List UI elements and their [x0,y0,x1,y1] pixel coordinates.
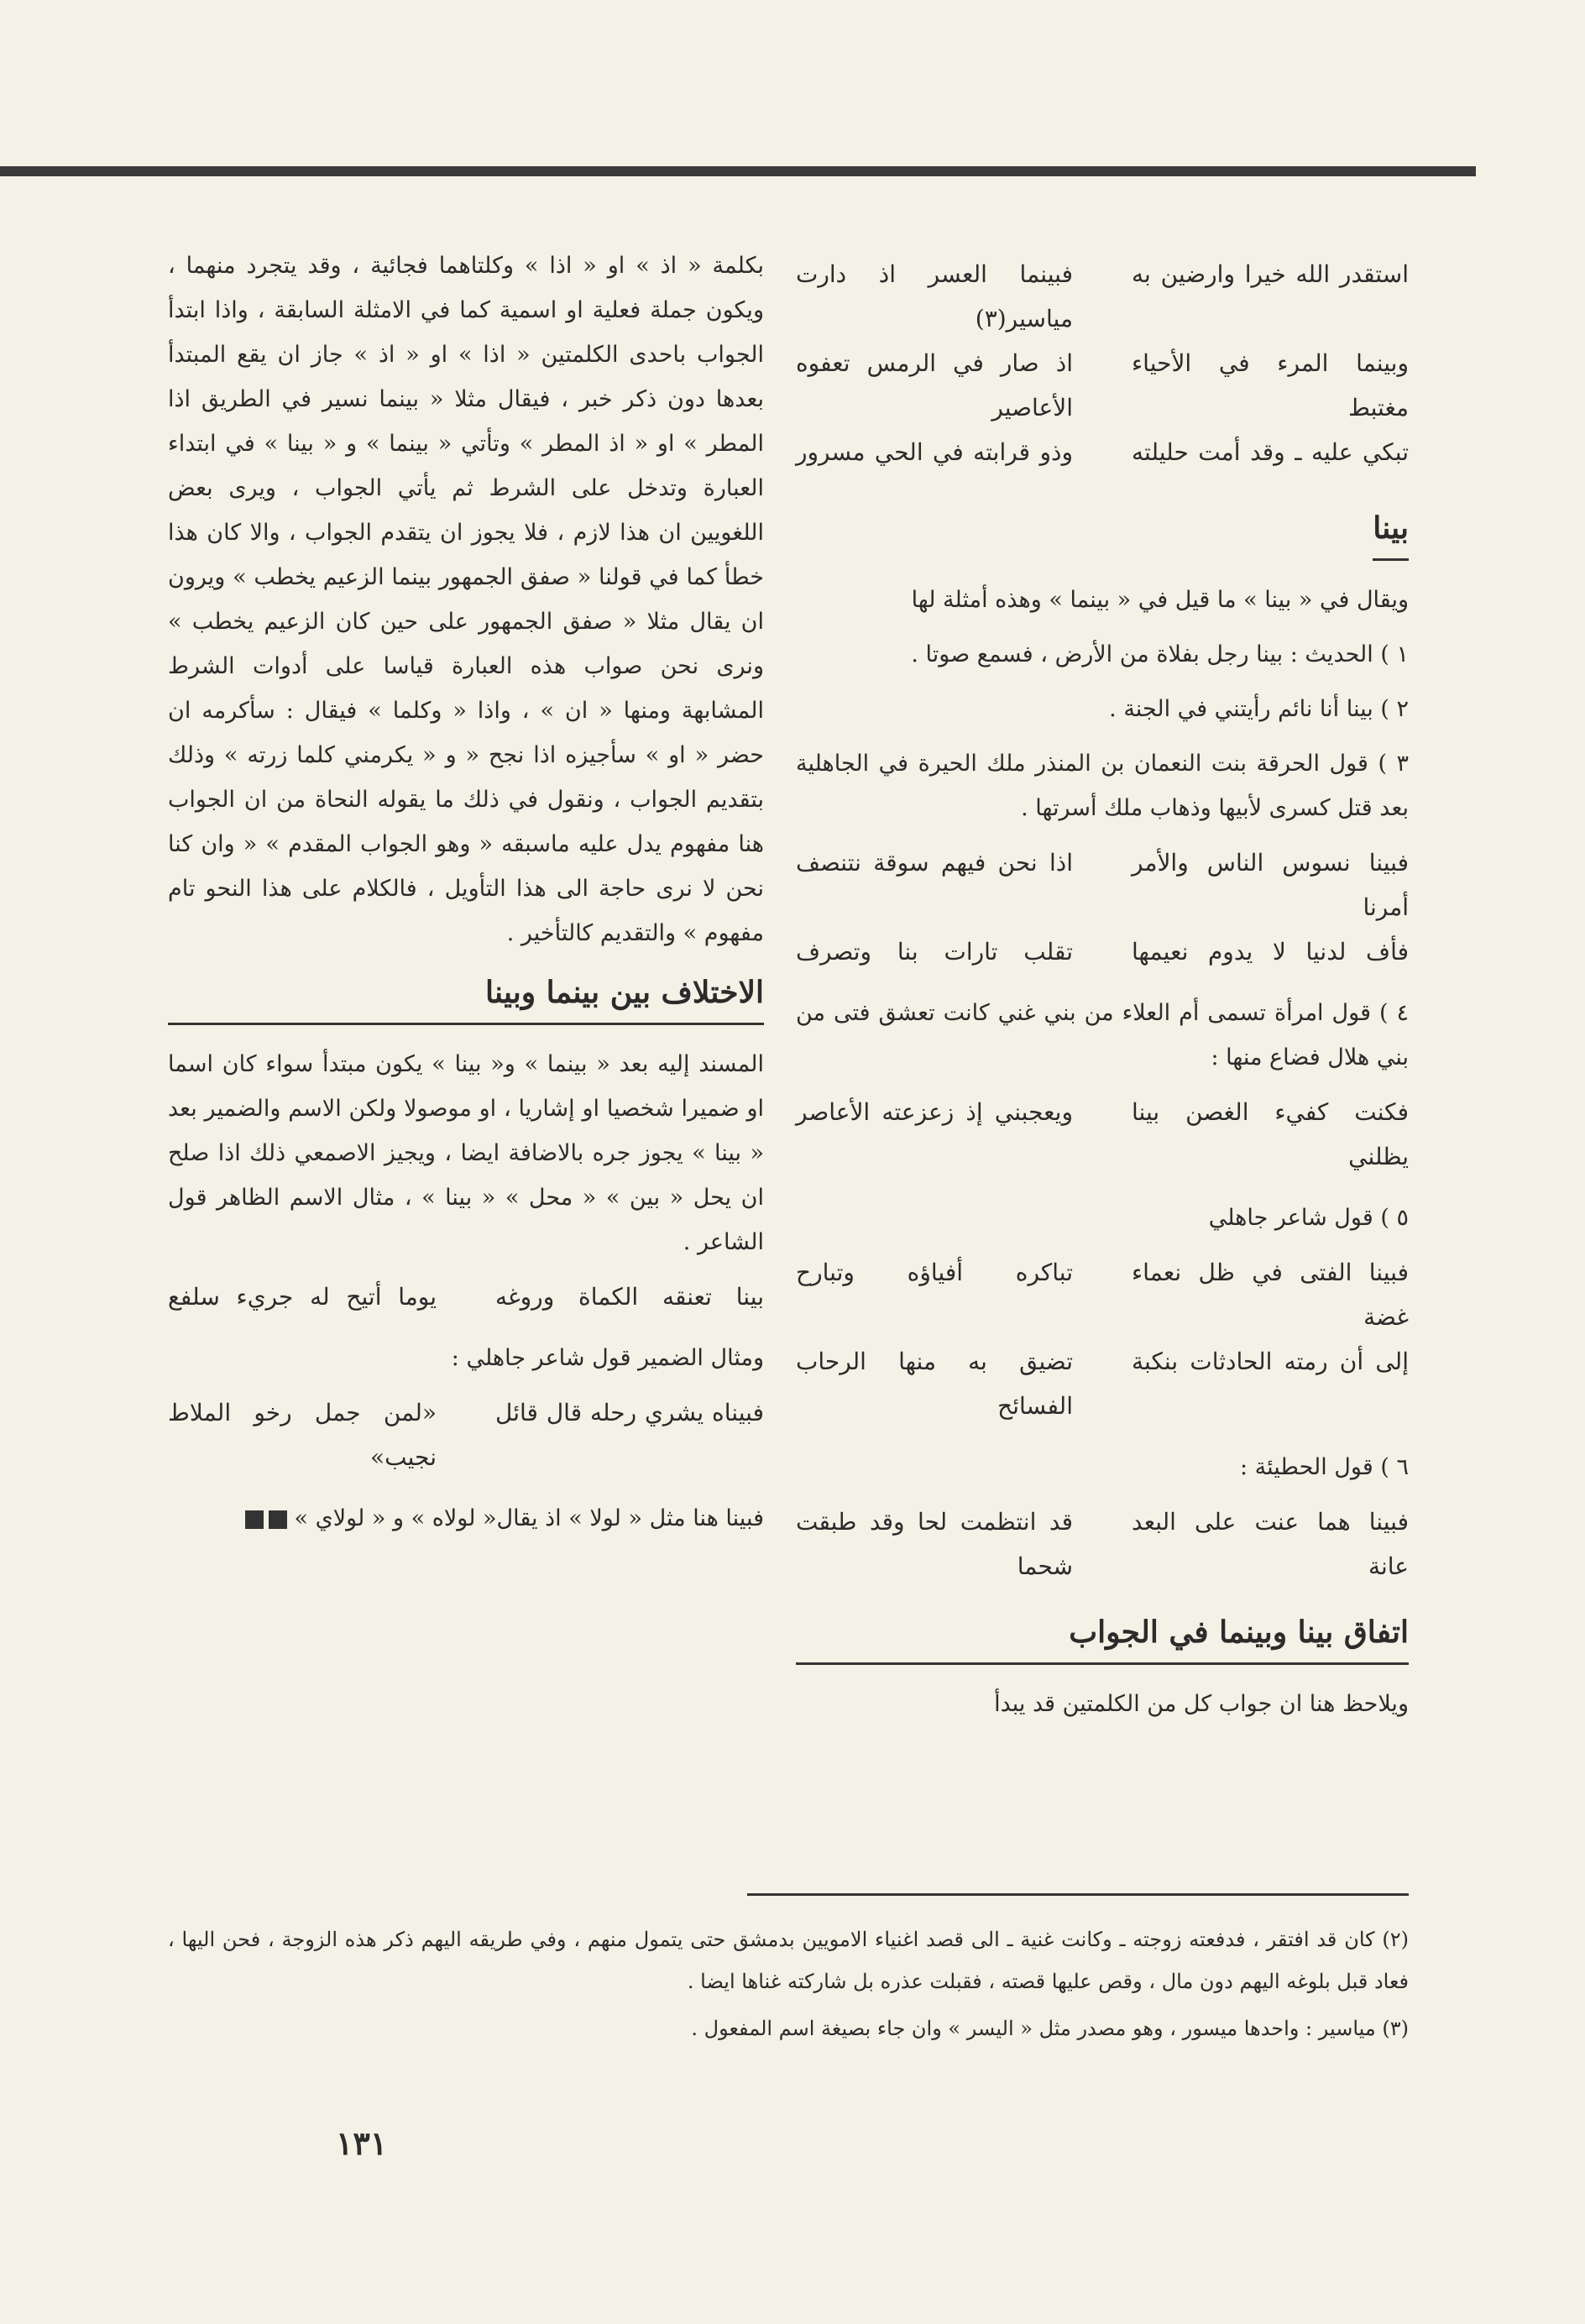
verse-block [796,252,1409,474]
footnote-rule [747,1893,1409,1896]
verse-line: إلى أن رمته الحادثات بنكبة [1132,1348,1409,1375]
verse-line: وذو قرابته في الحي مسرور [796,438,1073,466]
section-heading: بينا [1373,501,1409,561]
footnote: (٢) كان قد افتقر ، فدفعته زوجته ـ وكانت غنية ـ الى قصد اغنياء الامويين بدمشق حتى يتمول منهم ، وفي طريقه اليهم ذكر هذه الزوجة ، فحن اليها ، فعاد قبل بلوغه اليهم دون مال ، وقص عليها قصته ، فقبلت عذره بل شاركته غناها ايضا . [168,1928,1409,1993]
end-mark-icon [269,1510,287,1529]
paragraph-text: فبينا هنا مثل « لولا » اذ يقال« لولاه » و « لولاي » [294,1505,764,1531]
verse-block [796,840,1409,974]
verse-line: فبينا نسوس الناس والأمر أمرنا [1132,849,1409,921]
verse-block [796,1250,1409,1428]
verse-line: فبينا هما عنت على البعد عانة [1132,1508,1409,1580]
paragraph: ٢ ) بينا أنا نائم رأيتني في الجنة . [1109,696,1409,722]
paragraph [168,1496,764,1541]
verse-line: بينا تعنقه الكماة وروغه [495,1283,764,1311]
paragraph: ٤ ) قول امرأة تسمى أم العلاء من بني غني كانت تعشق فتى من بني هلال فضاع منها : [796,1000,1409,1070]
paragraph: ومثال الضمير قول شاعر جاهلي : [451,1345,764,1371]
verse-line: قد انتظمت لحا وقد طبقت شحما [796,1508,1073,1580]
verse-line: تباكره أفياؤه وتبارح [796,1259,1073,1286]
verse-block [168,1275,764,1319]
paragraph: ٦ ) قول الحطيئة : [1239,1454,1409,1480]
section-heading: الاختلاف بين بينما وبينا [168,966,764,1025]
paragraph: ويلاحظ هنا ان جواب كل من الكلمتين قد يبدأ [994,1691,1409,1717]
paragraph: ويقال في « بينا » ما قيل في « بينما » وهذه أمثلة لها [911,587,1409,613]
verse-line: فبينما العسر اذ دارت مياسير(٣) [796,260,1073,332]
verse-block [168,1390,764,1479]
paragraph: ٥ ) قول شاعر جاهلي [1208,1205,1409,1231]
end-mark-icon [245,1510,264,1529]
footnotes [168,1918,1409,2054]
verse-line: استقدر الله خيرا وارضين به [1132,260,1409,288]
verse-line: اذ صار في الرمس تعفوه الأعاصير [796,349,1073,421]
verse-block [796,1500,1409,1589]
verse-line: يوما أتيح له جريء سلفع [168,1283,437,1311]
verse-line: «لمن جمل رخو الملاط نجيب» [168,1399,437,1471]
verse-line: فكنت كفيء الغصن بينا يظلني [1132,1098,1409,1170]
page-number: ١٣١ [336,2124,388,2162]
verse-line: تقلب تارات بنا وتصرف [796,938,1073,966]
footnote: (٣) مياسير : واحدها ميسور ، وهو مصدر مثل « اليسر » وان جاء بصيغة اسم المفعول . [691,2017,1409,2040]
verse-line: وبينما المرء في الأحياء مغتبط [1132,349,1409,421]
verse-line: فبيناه يشري رحله قال قائل [495,1399,764,1426]
verse-line: اذا نحن فيهم سوقة نتنصف [796,849,1073,877]
verse-line: تضيق به منها الرحاب الفسائح [796,1348,1073,1420]
verse-line: فبينا الفتى في ظل نعماء غضة [1132,1259,1409,1331]
paragraph: ١ ) الحديث : بينا رجل بفلاة من الأرض ، فسمع صوتا . [911,641,1409,667]
verse-line: تبكي عليه ـ وقد أمت حليلته [1132,438,1409,466]
paragraph: المسند إليه بعد « بينما » و« بينا » يكون مبتدأ سواء كان اسما او ضميرا شخصيا او إشاريا ، او موصولا ولكن الاسم والضمير بعد « بينا » يجوز جره بالاضافة ايضا ، ويجيز الاصمعي ذلك اذا صلح ان يحل « بين » « محل » « بينا » ، مثال الاسم الظاهر قول الشاعر . [168,1051,764,1255]
section-heading: اتفاق بينا وبينما في الجواب [796,1605,1409,1665]
verse-block [796,1090,1409,1179]
left-column [168,243,764,1551]
paragraph: بكلمة « اذ » او « اذا » وكلتاهما فجائية ، وقد يتجرد منهما ، ويكون جملة فعلية او اسمية كما في الامثلة السابقة ، واذا ابتدأ الجواب باحدى الكلمتين « اذا » او « اذ » جاز ان يقع المبتدأ بعدها دون ذكر خبر ، فيقال مثلا « بينما نسير في الطريق اذا المطر » او « اذ المطر » وتأتي « بينما » و « بينا » في ابتداء العبارة وتدخل على الشرط ثم يأتي الجواب ، ويرى بعض اللغويين ان هذا لازم ، فلا يجوز ان يتقدم الجواب ، والا كان هذا خطأ كما في قولنا « صفق الجمهور بينما الزعيم يخطب » ويرون ان يقال مثلا « صفق الجمهور على حين كان الزعيم يخطب » ونرى نحن صواب هذه العبارة قياسا على أدوات الشرط المشابهة ومنها « ان » ، واذا « وكلما » فيقال : سأكرمه ان حضر « او » سأجيزه اذا نجح « و « يكرمني كلما زرته » وذلك بتقديم الجواب ، ونقول في ذلك ما يقوله النحاة من ان الجواب هنا مفهوم يدل عليه ماسبقه « وهو الجواب المقدم » « وان كنا نحن لا نرى حاجة الى هذا التأويل ، فالكلام على هذا النحو تام مفهوم » والتقديم كالتأخير . [168,253,764,946]
verse-line: فأف لدنيا لا يدوم نعيمها [1132,938,1409,966]
paragraph: ٣ ) قول الحرقة بنت النعمان بن المنذر ملك الحيرة في الجاهلية بعد قتل كسرى لأبيها وذهاب ملك أسرتها . [796,751,1409,821]
top-rule [0,166,1476,176]
verse-line: ويعجبني إذ زعزعته الأعاصر [796,1098,1073,1126]
right-column [796,243,1409,1736]
